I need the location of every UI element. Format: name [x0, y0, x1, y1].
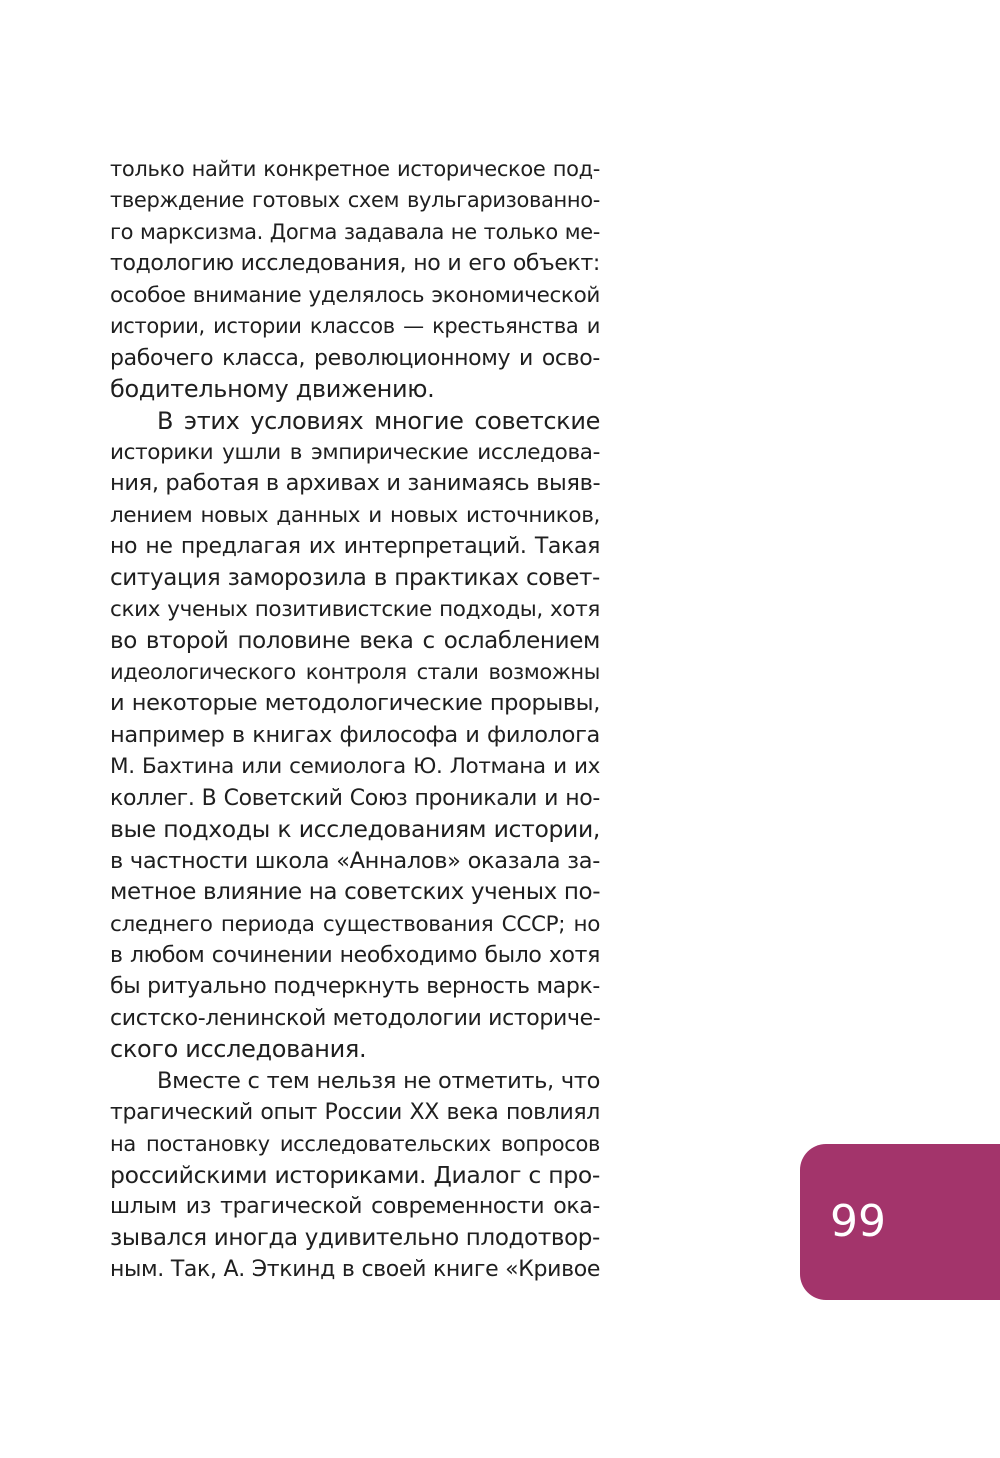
text-line: го марксизма. Догма задавала не только ме- [110, 219, 600, 244]
text-line: следнего периода существования СССР; но [110, 911, 600, 937]
text-line: шлым из трагической современности ока- [110, 1194, 600, 1220]
text-line: ского исследования. [110, 1035, 367, 1064]
text-line: идеологического контроля стали возможны [110, 660, 600, 684]
text-line: коллег. В Советский Союз проникали и но- [110, 785, 600, 811]
text-line: только найти конкретное историческое под- [110, 157, 600, 181]
paragraph [110, 154, 600, 406]
body-text [110, 154, 600, 1286]
text-line: бы ритуально подчеркнуть верность марк- [110, 974, 600, 1000]
text-line: метное влияние на советских ученых по- [110, 879, 601, 906]
text-line: Вместе с тем нельзя не отметить, что [157, 1067, 600, 1094]
text-line: истории, истории классов — крестьянства и [110, 314, 600, 339]
paragraph [110, 406, 600, 1066]
text-line: в частности школа «Анналов» оказала за- [110, 847, 600, 874]
text-line: ситуация заморозила в практиках совет- [110, 564, 600, 591]
page-number: 99 [830, 1196, 886, 1247]
paragraph [110, 1066, 600, 1286]
text-line: лением новых данных и новых источников, [110, 502, 600, 528]
text-line: систско-ленинской методологии историче- [110, 1005, 601, 1031]
text-line: ских ученых позитивистские подходы, хотя [110, 597, 600, 623]
text-line: российскими историками. Диалог с про- [110, 1161, 600, 1189]
text-line: на постановку исследовательских вопросов [110, 1131, 600, 1156]
text-line: тодологию исследования, но и его объект: [110, 251, 600, 277]
text-line: в любом сочинении необходимо было хотя [110, 942, 600, 968]
text-line: и некоторые методологические прорывы, [110, 690, 600, 717]
text-line: трагический опыт России XX века повлиял [110, 1100, 600, 1126]
text-line: но не предлагая их интерпретаций. Такая [110, 534, 600, 560]
text-line: рабочего класса, революционному и осво- [110, 345, 600, 371]
text-line: во второй половине века с ослаблением [110, 627, 600, 654]
text-line: тверждение готовых схем вульгаризованно- [110, 188, 600, 213]
text-line: В этих условиях многие советские [157, 406, 600, 435]
text-line: зывался иногда удивительно плодотвор- [110, 1224, 600, 1251]
text-line: ным. Так, А. Эткинд в своей книге «Кривое [110, 1257, 600, 1283]
text-line: например в книгах философа и филолога [110, 721, 600, 748]
text-line: М. Бахтина или семиолога Ю. Лотмана и их [110, 754, 600, 780]
text-line: вые подходы к исследованиям истории, [110, 815, 600, 844]
text-line: ния, работая в архивах и занимаясь выяв- [110, 470, 601, 497]
text-line: бодительному движению. [110, 375, 435, 404]
text-line: историки ушли в эмпирические исследова- [110, 439, 600, 465]
page-number-tab [800, 1144, 1000, 1300]
text-line: особое внимание уделялось экономической [110, 282, 600, 308]
